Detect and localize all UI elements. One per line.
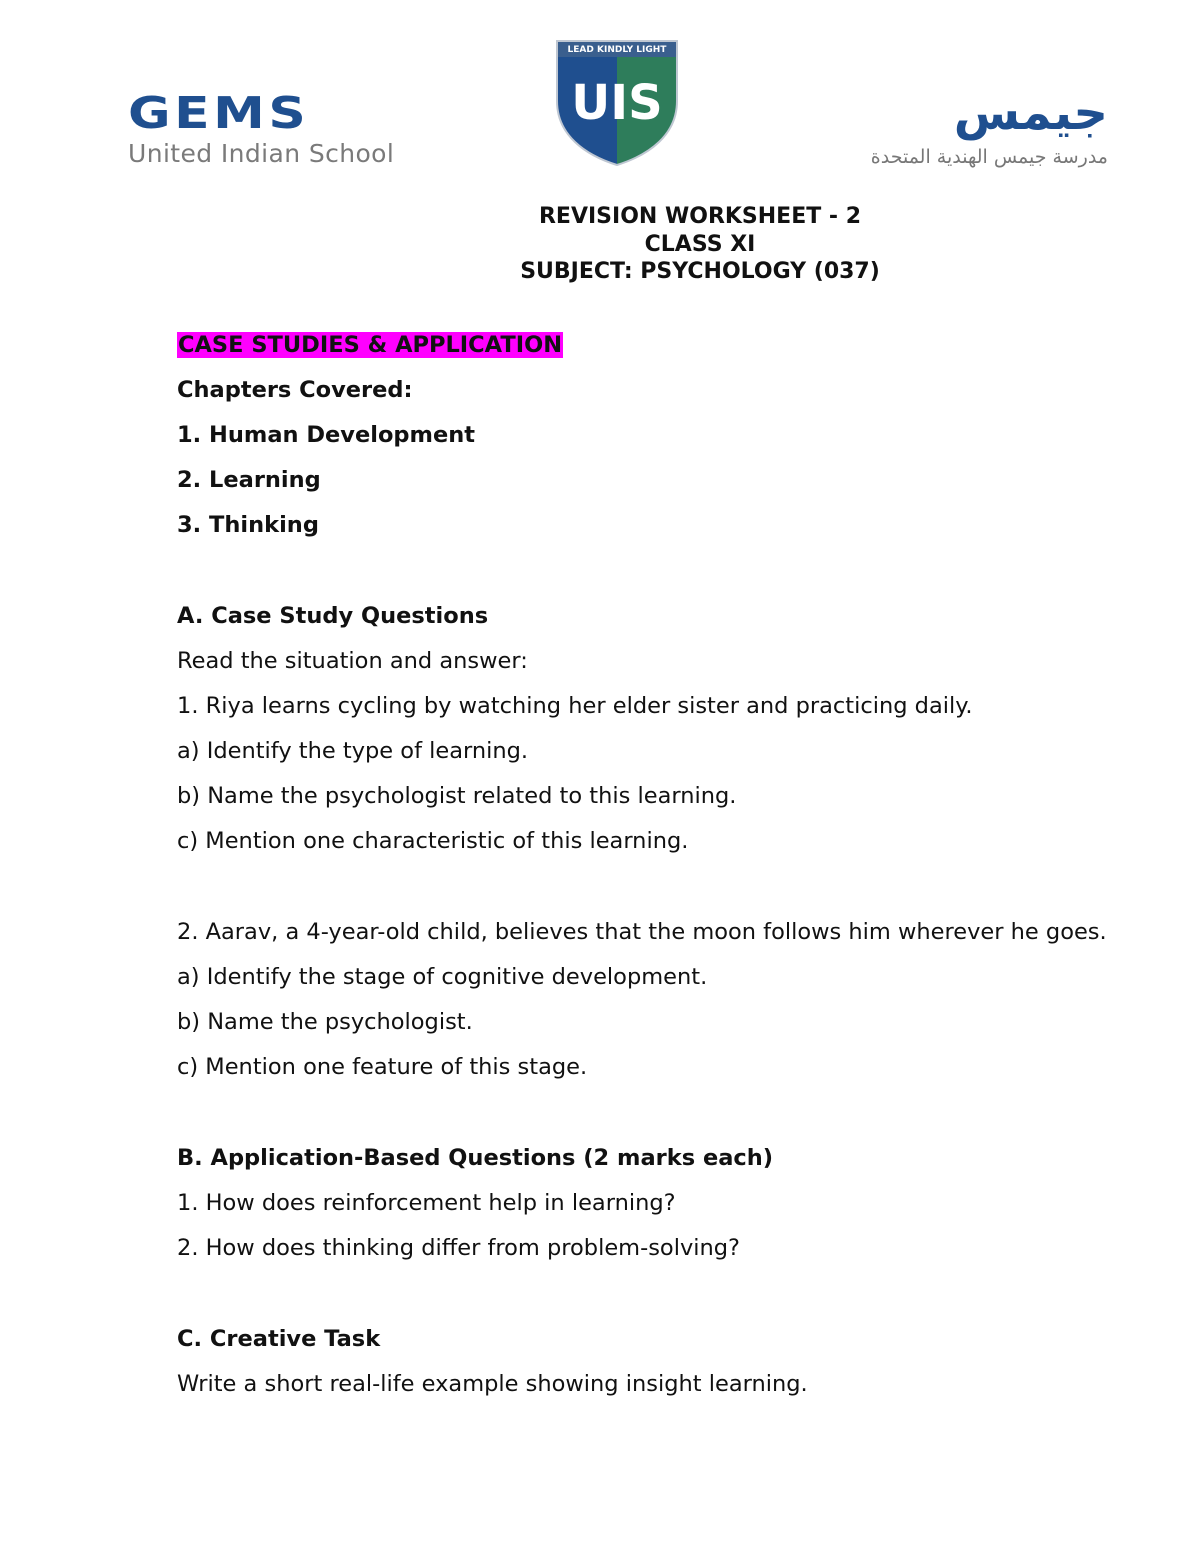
- section-heading-highlight: CASE STUDIES & APPLICATION: [178, 332, 563, 358]
- creative-task: Write a short real-life example showing insight learning.: [177, 1371, 808, 1397]
- section-a-heading: A. Case Study Questions: [177, 603, 489, 629]
- application-question: 2. How does thinking differ from problem-solving?: [177, 1235, 740, 1261]
- arabic-wordmark: جيمس: [953, 85, 1108, 141]
- chapter-item: 3. Thinking: [177, 512, 319, 538]
- section-b-heading: B. Application-Based Questions (2 marks each): [177, 1145, 774, 1171]
- gems-wordmark: GEMS: [128, 88, 310, 139]
- case-question-part: b) Name the psychologist.: [177, 1009, 473, 1035]
- section-heading: [177, 331, 563, 359]
- chapters-label: Chapters Covered:: [177, 377, 413, 403]
- uis-motto: LEAD KINDLY LIGHT: [567, 45, 667, 55]
- section-c-heading: C. Creative Task: [177, 1326, 381, 1352]
- class-title: CLASS XI: [644, 232, 756, 257]
- worksheet-title: REVISION WORKSHEET - 2: [538, 204, 862, 229]
- case-question-part: a) Identify the type of learning.: [177, 738, 529, 764]
- chapter-item: 2. Learning: [177, 467, 321, 493]
- case-question-1: 1. Riya learns cycling by watching her elder sister and practicing daily.: [177, 693, 973, 719]
- case-question-2: 2. Aarav, a 4-year-old child, believes that the moon follows him wherever he goes.: [177, 919, 1107, 945]
- case-question-part: c) Mention one characteristic of this learning.: [177, 828, 689, 854]
- uis-letters: UIS: [571, 75, 663, 131]
- subject-title: SUBJECT: PSYCHOLOGY (037): [520, 259, 880, 284]
- case-question-part: a) Identify the stage of cognitive development.: [177, 964, 708, 990]
- gems-subtitle: United Indian School: [128, 139, 395, 168]
- section-a-intro: Read the situation and answer:: [177, 648, 528, 674]
- application-question: 1. How does reinforcement help in learning?: [177, 1190, 676, 1216]
- case-question-part: c) Mention one feature of this stage.: [177, 1054, 588, 1080]
- arabic-subtitle: مدرسة جيمس الهندية المتحدة: [870, 146, 1108, 168]
- chapter-item: 1. Human Development: [177, 422, 475, 448]
- case-question-part: b) Name the psychologist related to this learning.: [177, 783, 737, 809]
- uis-shield-logo: [553, 39, 681, 167]
